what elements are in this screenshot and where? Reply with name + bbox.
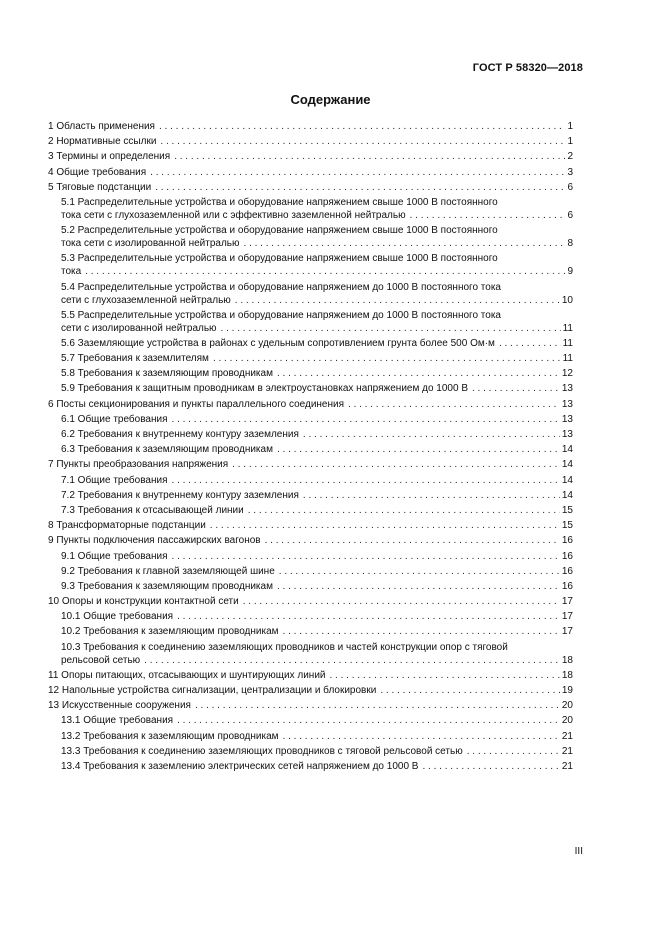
toc-page-number: 8 — [567, 238, 573, 250]
dot-leader — [177, 714, 560, 727]
toc-entry-text: 5.2 Распределительные устройства и оборудование напряжением свыше 1000 В постоянного — [61, 225, 498, 237]
toc-entry[interactable] — [48, 196, 573, 222]
toc-page-number: 16 — [561, 535, 573, 547]
toc-page-number: 15 — [561, 504, 573, 516]
toc-page-number: 14 — [561, 444, 573, 456]
dot-leader — [277, 367, 560, 380]
dot-leader — [265, 534, 560, 547]
toc-entry-text: 8 Трансформаторные подстанции — [48, 520, 206, 532]
dot-leader — [348, 398, 560, 411]
toc-entry-text: 6.1 Общие требования — [61, 413, 168, 425]
toc-page-number: 17 — [561, 626, 573, 638]
toc-entry[interactable] — [48, 474, 573, 487]
toc-entry-text: 5.4 Распределительные устройства и оборудование напряжением до 1000 В постоянного тока — [61, 281, 501, 293]
toc-entry-text: 2 Нормативные ссылки — [48, 136, 157, 148]
toc-entry-text: 5.9 Требования к защитным проводникам в электроустановках напряжением до 1000 В — [61, 383, 468, 395]
toc-entry-text: сети с глухозаземленной нейтралью — [61, 294, 231, 306]
toc-entry[interactable] — [48, 565, 573, 578]
toc-entry-text: 10.1 Общие требования — [61, 611, 174, 623]
dot-leader — [210, 519, 560, 532]
toc-page-number: 2 — [567, 151, 573, 163]
page-folio: III — [574, 846, 583, 857]
toc-entry-text: 6.2 Требования к внутреннему контуру заземления — [61, 429, 299, 440]
dot-leader — [279, 565, 560, 578]
toc-page-number: 1 — [567, 136, 573, 148]
toc-entry-text: 9 Пункты подключения пассажирских вагонов — [48, 535, 261, 547]
toc-entry[interactable] — [48, 135, 573, 148]
toc-entry-text: тока — [61, 266, 82, 278]
toc-entry[interactable] — [48, 489, 573, 502]
dot-leader — [277, 580, 560, 593]
dot-leader — [303, 489, 560, 502]
toc-entry-text: 5.3 Распределительные устройства и оборудование напряжением свыше 1000 В постоянного — [61, 253, 498, 265]
dot-leader — [155, 181, 565, 194]
toc-entry-text: 1 Область применения — [48, 121, 155, 132]
dot-leader — [283, 730, 560, 743]
toc-page-number: 12 — [561, 368, 573, 380]
dot-leader — [467, 745, 560, 758]
dot-leader — [174, 150, 565, 163]
toc-entry-text: 5.8 Требования к заземляющим проводникам — [61, 368, 273, 380]
dot-leader — [172, 474, 560, 487]
dot-leader — [195, 699, 560, 712]
toc-entry-text: 5.1 Распределительные устройства и оборудование напряжением свыше 1000 В постоянного — [61, 196, 498, 208]
toc-entry[interactable] — [48, 150, 573, 163]
toc-page-number: 21 — [561, 745, 573, 757]
toc-entry[interactable] — [48, 181, 573, 194]
toc-entry[interactable] — [48, 730, 573, 743]
dot-leader — [380, 684, 560, 697]
toc-page-number: 10 — [561, 294, 573, 306]
table-of-contents — [48, 120, 573, 775]
toc-entry[interactable] — [48, 367, 573, 380]
toc-entry[interactable] — [48, 504, 573, 517]
toc-entry[interactable] — [48, 382, 573, 395]
toc-entry[interactable] — [48, 519, 573, 532]
toc-entry[interactable] — [48, 428, 573, 441]
toc-page-number: 9 — [567, 266, 573, 278]
dot-leader — [213, 352, 561, 365]
toc-entry-text: 10.2 Требования к заземляющим проводникам — [61, 626, 279, 638]
toc-page-number: 18 — [561, 669, 573, 681]
toc-entry-text: 7.3 Требования к отсасывающей линии — [61, 504, 244, 516]
toc-page-number: 20 — [561, 700, 573, 712]
toc-entry-text: 6 Посты секционирования и пункты параллельного соединения — [48, 398, 345, 410]
toc-entry-text: 5.5 Распределительные устройства и оборудование напряжением до 1000 В постоянного тока — [61, 309, 501, 321]
toc-entry-text: 11 Опоры питающих, отсасывающих и шунтирующих линий — [48, 669, 326, 681]
toc-entry-text: 10 Опоры и конструкции контактной сети — [48, 596, 239, 608]
dot-leader — [472, 382, 560, 395]
toc-entry-text: 6.3 Требования к заземляющим проводникам — [61, 444, 273, 456]
toc-entry[interactable] — [48, 625, 573, 638]
toc-entry[interactable] — [48, 580, 573, 593]
toc-page-number: 13 — [561, 383, 573, 395]
toc-entry[interactable] — [48, 699, 573, 712]
dot-leader — [177, 610, 560, 623]
toc-page-number: 14 — [561, 459, 573, 471]
dot-leader — [160, 135, 565, 148]
toc-entry-text: 9.3 Требования к заземляющим проводникам — [61, 580, 273, 592]
toc-entry-text: 13.3 Требования к соединению заземляющих проводников с тяговой рельсовой сетью — [61, 745, 463, 757]
toc-entry-text: 3 Термины и определения — [48, 151, 171, 163]
toc-page-number: 17 — [561, 596, 573, 608]
toc-entry-text: тока сети с изолированной нейтралью — [61, 238, 240, 250]
dot-leader — [172, 550, 560, 563]
dot-leader — [243, 595, 560, 608]
toc-entry-text: 5 Тяговые подстанции — [48, 181, 152, 193]
toc-entry-text: рельсовой сетью — [61, 654, 141, 666]
toc-entry[interactable] — [48, 120, 573, 133]
toc-entry-text: 10.3 Требования к соединению заземляющих проводников и частей конструкции опор с тяговой — [61, 641, 508, 653]
toc-entry[interactable] — [48, 669, 573, 682]
toc-page-number: 11 — [562, 322, 573, 334]
dot-leader — [85, 265, 565, 278]
toc-entry[interactable] — [48, 534, 573, 547]
toc-page-number: 21 — [561, 760, 573, 772]
dot-leader — [303, 428, 560, 441]
toc-entry[interactable] — [48, 166, 573, 179]
toc-entry-text: 13.1 Общие требования — [61, 715, 174, 727]
toc-title: Содержание — [290, 92, 371, 107]
toc-page-number: 15 — [561, 520, 573, 532]
toc-entry[interactable] — [48, 595, 573, 608]
toc-entry[interactable] — [48, 745, 573, 758]
dot-leader — [244, 237, 566, 250]
toc-page-number: 11 — [562, 337, 573, 349]
toc-page-number: 14 — [561, 489, 573, 501]
dot-leader — [150, 166, 565, 179]
toc-page-number: 6 — [567, 209, 573, 221]
toc-entry-text: 12 Напольные устройства сигнализации, централизации и блокировки — [48, 685, 377, 696]
toc-entry[interactable] — [48, 610, 573, 623]
toc-entry[interactable] — [48, 641, 573, 667]
dot-leader — [235, 294, 560, 307]
document-code: ГОСТ Р 58320—2018 — [472, 62, 583, 74]
toc-entry[interactable] — [48, 684, 573, 697]
toc-entry[interactable] — [48, 281, 573, 307]
toc-page-number: 19 — [561, 685, 573, 696]
toc-page-number: 21 — [561, 730, 573, 742]
toc-entry-text: 7.1 Общие требования — [61, 474, 168, 486]
toc-entry-text: 5.6 Заземляющие устройства в районах с удельным сопротивлением грунта более 500 Ом·м — [61, 337, 495, 349]
toc-page-number: 13 — [561, 398, 573, 410]
dot-leader — [221, 322, 561, 335]
toc-page-number: 20 — [561, 715, 573, 727]
dot-leader — [422, 760, 559, 773]
dot-leader — [172, 413, 560, 426]
toc-entry[interactable] — [48, 252, 573, 278]
dot-leader — [330, 669, 560, 682]
dot-leader — [232, 458, 560, 471]
toc-page-number: 13 — [561, 429, 573, 440]
toc-entry-text: 9.1 Общие требования — [61, 550, 168, 562]
toc-entry[interactable] — [48, 413, 573, 426]
toc-entry[interactable] — [48, 443, 573, 456]
toc-page-number: 17 — [561, 611, 573, 623]
toc-entry[interactable] — [48, 337, 573, 350]
toc-entry[interactable] — [48, 352, 573, 365]
toc-entry[interactable] — [48, 309, 573, 335]
toc-entry-text: 13.4 Требования к заземлению электрических сетей напряжением до 1000 В — [61, 760, 419, 772]
toc-entry-text: тока сети с глухозаземленной или с эффективно заземленной нейтралью — [61, 209, 406, 221]
toc-entry-text: 7.2 Требования к внутреннему контуру заземления — [61, 489, 299, 501]
toc-page-number: 18 — [561, 654, 573, 666]
toc-entry[interactable] — [48, 760, 573, 773]
toc-entry[interactable] — [48, 224, 573, 250]
dot-leader — [410, 209, 566, 222]
dot-leader — [144, 654, 560, 667]
toc-entry[interactable] — [48, 550, 573, 563]
toc-page-number: 11 — [562, 353, 573, 365]
toc-entry[interactable] — [48, 458, 573, 471]
toc-entry-text: 13.2 Требования к заземляющим проводникам — [61, 730, 279, 742]
dot-leader — [283, 625, 560, 638]
toc-entry-text: сети с изолированной нейтралью — [61, 322, 217, 334]
toc-entry-text: 7 Пункты преобразования напряжения — [48, 459, 229, 471]
toc-entry-text: 5.7 Требования к заземлителям — [61, 353, 209, 365]
toc-entry-text: 4 Общие требования — [48, 166, 147, 178]
toc-page-number: 6 — [567, 181, 573, 193]
toc-page-number: 16 — [561, 565, 573, 577]
toc-entry-text: 9.2 Требования к главной заземляющей шине — [61, 565, 275, 577]
toc-page-number: 1 — [567, 121, 573, 132]
toc-page-number: 14 — [561, 474, 573, 486]
dot-leader — [499, 337, 561, 350]
dot-leader — [277, 443, 560, 456]
toc-page-number: 3 — [567, 166, 573, 178]
toc-entry[interactable] — [48, 714, 573, 727]
toc-page-number: 13 — [561, 413, 573, 425]
toc-page-number: 16 — [561, 580, 573, 592]
toc-entry[interactable] — [48, 398, 573, 411]
toc-entry-text: 13 Искусственные сооружения — [48, 700, 191, 712]
dot-leader — [159, 120, 565, 133]
dot-leader — [248, 504, 560, 517]
toc-page-number: 16 — [561, 550, 573, 562]
